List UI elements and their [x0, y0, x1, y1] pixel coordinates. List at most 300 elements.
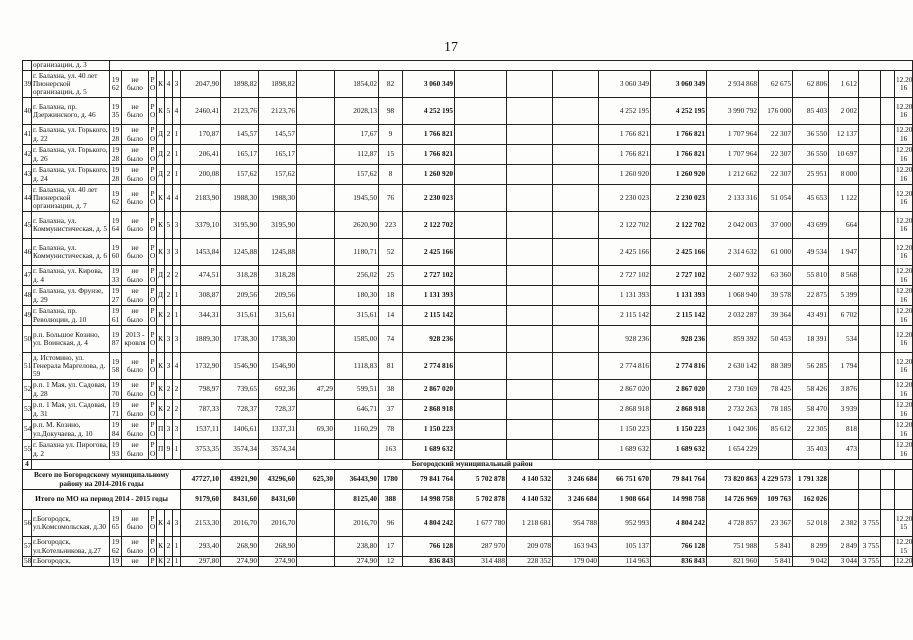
residents-cell: 81 — [379, 353, 403, 380]
supervision-cell: 25 951 — [793, 165, 829, 185]
year-cell: 19 — [110, 557, 122, 567]
private-area-cell: 1945,50 — [335, 185, 379, 212]
row-number: 51 — [23, 353, 32, 380]
total-value: 1 791 328 — [793, 470, 829, 490]
supervision-cell: 8 299 — [793, 537, 829, 557]
unit-cost-cell: 1 947 — [829, 239, 859, 266]
last-repair-cell: не было — [122, 185, 149, 212]
owners-cell: 1 131 393 — [599, 286, 651, 306]
residents-cell: 223 — [379, 212, 403, 239]
table-row — [23, 286, 913, 306]
extra-cell — [881, 286, 895, 306]
year-cell: 19 87 — [110, 326, 122, 353]
private-area-cell: 1854,02 — [335, 71, 379, 98]
limit-cell — [859, 98, 881, 125]
extra-cell — [881, 145, 895, 165]
unit-cost-cell: 8 568 — [829, 266, 859, 286]
regional-budget-cell — [507, 165, 553, 185]
residents-cell: 82 — [379, 71, 403, 98]
design-cell: 176 000 — [759, 98, 793, 125]
cost-cell: 2 230 023 — [403, 185, 455, 212]
cost-cell: 2 868 918 — [403, 400, 455, 420]
premises-area-cell: 268,90 — [221, 537, 259, 557]
total-area-cell: 293,40 — [181, 537, 221, 557]
cost-cell: 1 131 393 — [403, 286, 455, 306]
regional-budget-cell — [507, 145, 553, 165]
works-total-cell: 3 060 349 — [651, 71, 707, 98]
private-area-cell: 599,51 — [335, 380, 379, 400]
works-cost-cell: 859 392 — [707, 326, 759, 353]
residents-cell: 76 — [379, 185, 403, 212]
cost-cell: 1 766 821 — [403, 125, 455, 145]
works-total-cell: 1 766 821 — [651, 145, 707, 165]
works-total-cell: 928 236 — [651, 326, 707, 353]
type-cell: К — [157, 306, 165, 326]
total-value: 14 726 969 — [707, 490, 759, 510]
local-budget-cell — [553, 212, 599, 239]
floors-cell: 2 — [165, 380, 173, 400]
owners-cell: 1 260 920 — [599, 165, 651, 185]
works-total-cell: 766 128 — [651, 537, 707, 557]
fund-cell — [455, 212, 507, 239]
limit-cell — [859, 440, 881, 460]
total-area-value: 36443,90 — [335, 470, 379, 490]
design-cell: 5 841 — [759, 537, 793, 557]
fund-cell — [455, 125, 507, 145]
limit-cell — [859, 165, 881, 185]
owners-cell: 4 252 195 — [599, 98, 651, 125]
private-area-cell: 180,30 — [335, 286, 379, 306]
table-row — [23, 380, 913, 400]
design-cell: 22 307 — [759, 165, 793, 185]
design-cell: 22 307 — [759, 125, 793, 145]
row-number: 46 — [23, 239, 32, 266]
material-cell: Р О — [150, 420, 156, 438]
total-area-cell: 2047,90 — [181, 71, 221, 98]
local-budget-cell — [553, 326, 599, 353]
residential-area-cell: 315,61 — [259, 306, 297, 326]
extra-cell — [881, 306, 895, 326]
fund-cell — [455, 286, 507, 306]
extra-cell — [881, 239, 895, 266]
extra-cell — [881, 212, 895, 239]
address-cell: р.п. М. Козино, ул.Докучаева, д. 10 — [32, 420, 110, 440]
extra-cell — [881, 71, 895, 98]
regional-budget-cell — [507, 266, 553, 286]
private-area-cell: 17,67 — [335, 125, 379, 145]
total-value: 162 026 — [793, 490, 829, 510]
extra-cell — [881, 440, 895, 460]
unit-cost-cell: 12 137 — [829, 125, 859, 145]
total-area-cell: 206,41 — [181, 145, 221, 165]
limit-cell — [859, 400, 881, 420]
residents-cell: 98 — [379, 98, 403, 125]
fund-cell — [455, 185, 507, 212]
total-label: Всего по Богородскому муниципальному району на 2014-2016 годы — [23, 470, 181, 490]
residential-area-cell: 1738,30 — [259, 326, 297, 353]
premises-area-cell: 209,56 — [221, 286, 259, 306]
address-cell: г. Балахна, пр. Революции, д. 10 — [32, 306, 110, 326]
regional-budget-cell — [507, 306, 553, 326]
fund-cell: 314 488 — [455, 557, 507, 567]
total-area-cell: 2183,90 — [181, 185, 221, 212]
extra-cell — [881, 125, 895, 145]
year-cell: 19 71 — [110, 400, 122, 420]
total-value: 4 229 573 — [759, 470, 793, 490]
works-total-cell: 1 131 393 — [651, 286, 707, 306]
year-cell: 19 61 — [110, 306, 122, 326]
works-cost-cell: 1 707 964 — [707, 145, 759, 165]
address-cell: г. Балахна, ул. Горького, д. 24 — [33, 165, 108, 183]
row-number: 48 — [23, 286, 32, 306]
limit-cell — [859, 145, 881, 165]
year-cell: 19 28 — [110, 145, 122, 165]
last-repair-cell: не было — [122, 420, 149, 440]
floors-cell: 2 — [165, 537, 173, 557]
works-cost-cell: 1 707 964 — [707, 125, 759, 145]
residential-area-cell: 165,17 — [259, 145, 297, 165]
table-row — [23, 326, 913, 353]
regional-budget-cell — [507, 353, 553, 380]
limit-cell — [859, 353, 881, 380]
last-repair-cell: не было — [122, 71, 149, 98]
residential-area-cell: 3195,90 — [259, 212, 297, 239]
last-repair-cell: не было — [122, 380, 149, 400]
page-number: 17 — [444, 40, 458, 55]
premises-area-cell: 1245,88 — [221, 239, 259, 266]
local-budget-cell — [553, 353, 599, 380]
fund-cell — [455, 98, 507, 125]
supervision-cell: 9 042 — [793, 557, 829, 567]
nonresidential-area-cell — [297, 510, 335, 537]
private-area-cell: 157,62 — [335, 165, 379, 185]
row-number: 45 — [23, 212, 32, 239]
design-cell: 22 307 — [759, 145, 793, 165]
works-total-cell: 2 774 816 — [651, 353, 707, 380]
works-total-cell: 2 115 142 — [651, 306, 707, 326]
deadline-cell: 12.20 16 — [895, 71, 913, 98]
residential-area-cell: 692,36 — [259, 380, 297, 400]
supervision-cell: 49 534 — [793, 239, 829, 266]
nonresidential-area-cell — [297, 440, 335, 460]
private-area-cell: 2620,90 — [335, 212, 379, 239]
cost-cell: 2 115 142 — [403, 306, 455, 326]
floors-cell: 2 — [165, 125, 173, 145]
table-row — [23, 400, 913, 420]
unit-cost-cell: 1 794 — [829, 353, 859, 380]
private-area-cell — [335, 440, 379, 460]
table-row — [23, 537, 913, 557]
material-cell: Р О — [150, 125, 156, 143]
design-cell: 39 364 — [759, 306, 793, 326]
entrances-cell: 1 — [173, 537, 181, 557]
residential-area-cell: 145,57 — [259, 125, 297, 145]
table-row — [23, 71, 913, 98]
year-cell: 19 28 — [110, 125, 122, 145]
year-cell: 19 33 — [110, 266, 122, 286]
total-cost: 14 998 758 — [403, 490, 455, 510]
limit-cell — [859, 239, 881, 266]
year-cell: 19 58 — [110, 353, 122, 380]
supervision-cell: 43 699 — [793, 212, 829, 239]
address-cell: г. Балахна, ул. Кирова, д. 4 — [32, 266, 110, 286]
last-repair-cell: не было — [122, 286, 149, 306]
residential-area-cell: 3574,34 — [259, 440, 297, 460]
owners-cell: 2 868 918 — [599, 400, 651, 420]
fund-cell — [455, 353, 507, 380]
owners-cell: 1 689 632 — [599, 440, 651, 460]
total-residents: 1780 — [379, 470, 403, 490]
material-cell: Р О — [149, 212, 157, 239]
owners-cell: 1 766 821 — [599, 125, 651, 145]
total-value — [829, 490, 859, 510]
extra-cell — [881, 537, 895, 557]
works-cost-cell: 1 068 940 — [707, 286, 759, 306]
table-row — [23, 98, 913, 125]
works-cost-cell: 2 133 316 — [707, 185, 759, 212]
entrances-cell: 1 — [173, 165, 181, 185]
premises-area-cell: 3195,90 — [221, 212, 259, 239]
total-area-cell: 308,87 — [181, 286, 221, 306]
fund-cell: 287 970 — [455, 537, 507, 557]
address-cell: г.Богородск, — [32, 557, 110, 567]
residents-cell: 37 — [379, 400, 403, 420]
unit-cost-cell: 473 — [829, 440, 859, 460]
year-cell: 19 60 — [110, 239, 122, 266]
local-budget-cell — [553, 400, 599, 420]
fund-cell — [455, 71, 507, 98]
total-area-cell: 170,87 — [181, 125, 221, 145]
last-repair-cell: не было — [122, 400, 149, 420]
residential-area-cell: 1337,31 — [259, 420, 297, 440]
supervision-cell: 55 810 — [793, 266, 829, 286]
local-budget-cell: 954 788 — [553, 510, 599, 537]
supervision-cell: 45 653 — [793, 185, 829, 212]
fund-cell — [455, 440, 507, 460]
address-cell: р.п. Большое Козино, ул. Воинская, д. 4 — [32, 326, 110, 353]
address-cell: г. Балахна, пр. Дзержинского, д. 46 — [32, 98, 110, 125]
limit-cell: 3 755 — [859, 537, 881, 557]
supervision-cell: 22 875 — [793, 286, 829, 306]
housing-repair-table — [22, 60, 913, 567]
fund-cell — [455, 266, 507, 286]
residents-cell: 17 — [379, 537, 403, 557]
owners-cell: 952 993 — [599, 510, 651, 537]
design-cell: 5 841 — [759, 557, 793, 567]
floors-cell: 2 — [165, 165, 173, 185]
owners-cell: 2 867 020 — [599, 380, 651, 400]
total-area-value: 43921,90 — [221, 470, 259, 490]
owners-cell: 1 766 821 — [599, 145, 651, 165]
address-cell: р.п. 1 Мая, ул. Садовая, д. 31 — [32, 400, 110, 420]
material-cell: Р О — [149, 326, 157, 353]
table-row — [23, 165, 913, 185]
unit-cost-cell: 664 — [829, 212, 859, 239]
total-funding-value: 3 246 684 — [553, 470, 599, 490]
floors-cell: 2 — [165, 266, 173, 286]
supervision-cell: 36 550 — [793, 145, 829, 165]
last-repair-cell: не было — [122, 98, 149, 125]
deadline-cell: 12.20 16 — [896, 286, 913, 304]
total-owners: 66 751 670 — [599, 470, 651, 490]
design-cell: 39 578 — [759, 286, 793, 306]
residential-area-cell: 209,56 — [259, 286, 297, 306]
last-repair-cell: не было — [122, 239, 149, 266]
supervision-cell: 62 806 — [793, 71, 829, 98]
total-value: 109 763 — [759, 490, 793, 510]
entrances-cell: 3 — [173, 239, 181, 266]
table-row — [23, 440, 913, 460]
residential-area-cell: 728,37 — [259, 400, 297, 420]
nonresidential-area-cell — [297, 125, 335, 145]
design-cell — [759, 440, 793, 460]
residents-cell: 38 — [379, 380, 403, 400]
fund-cell — [455, 239, 507, 266]
floors-cell: 2 — [165, 306, 173, 326]
design-cell: 78 185 — [759, 400, 793, 420]
nonresidential-area-cell — [297, 266, 335, 286]
type-cell: П — [157, 440, 165, 460]
premises-area-cell: 1898,82 — [221, 71, 259, 98]
residential-area-cell: 318,28 — [259, 266, 297, 286]
floors-cell: 2 — [165, 557, 173, 567]
last-repair-cell: не было — [122, 165, 149, 185]
premises-area-cell: 3574,34 — [221, 440, 259, 460]
private-area-cell: 1585,00 — [335, 326, 379, 353]
floors-cell: 5 — [165, 98, 173, 125]
works-cost-cell: 1 042 306 — [707, 420, 759, 440]
regional-budget-cell — [507, 440, 553, 460]
row-number: 39 — [23, 71, 32, 98]
residential-area-cell: 157,62 — [259, 165, 297, 185]
local-budget-cell — [553, 71, 599, 98]
premises-area-cell: 1406,61 — [221, 420, 259, 440]
material-cell: Р О — [150, 440, 156, 458]
last-repair-cell: не было — [122, 145, 149, 165]
total-row — [23, 490, 913, 510]
total-cost: 79 841 764 — [403, 470, 455, 490]
design-cell: 85 612 — [759, 420, 793, 440]
floors-cell: 4 — [165, 510, 173, 537]
total-area-value: 8431,60 — [221, 490, 259, 510]
cost-cell: 2 122 702 — [403, 212, 455, 239]
premises-area-cell: 728,37 — [221, 400, 259, 420]
owners-cell: 2 115 142 — [599, 306, 651, 326]
unit-cost-cell: 534 — [829, 326, 859, 353]
premises-area-cell: 1546,90 — [221, 353, 259, 380]
nonresidential-area-cell — [297, 326, 335, 353]
address-cell: г. Балахна, ул. Горького, д. 26 — [33, 145, 108, 163]
type-cell: Д — [157, 286, 165, 306]
row-number: 47 — [23, 266, 32, 286]
extra-cell — [881, 185, 895, 212]
fund-cell: 1 677 780 — [455, 510, 507, 537]
total-area-cell: 1732,90 — [181, 353, 221, 380]
district-header-row — [23, 460, 913, 470]
regional-budget-cell — [507, 212, 553, 239]
address-cell: г.Богородск, ул.Котельникова, д.27 — [32, 537, 110, 557]
total-area-cell: 344,31 — [181, 306, 221, 326]
row-number: 40 — [23, 98, 32, 125]
last-repair-cell: не было — [122, 510, 149, 537]
total-value — [895, 470, 913, 490]
nonresidential-area-cell — [297, 286, 335, 306]
design-cell: 62 675 — [759, 71, 793, 98]
regional-budget-cell — [507, 400, 553, 420]
entrances-cell: 3 — [173, 326, 181, 353]
fund-cell — [455, 306, 507, 326]
deadline-cell: 12.20 16 — [895, 353, 913, 380]
nonresidential-area-cell — [297, 400, 335, 420]
local-budget-cell — [553, 239, 599, 266]
limit-cell — [859, 185, 881, 212]
address-cell: г. Балахна, ул. Коммунистическая, д. 6 — [32, 239, 110, 266]
total-value — [881, 490, 895, 510]
type-cell: К — [157, 537, 165, 557]
owners-cell: 2 774 816 — [599, 353, 651, 380]
regional-budget-cell — [507, 71, 553, 98]
extra-cell — [881, 266, 895, 286]
total-value: 79 841 764 — [651, 470, 707, 490]
row-number: 42 — [23, 145, 32, 165]
table-row — [23, 353, 913, 380]
deadline-cell: 12.20 16 — [895, 98, 913, 125]
residential-area-cell: 1245,88 — [259, 239, 297, 266]
floors-cell: 4 — [165, 185, 173, 212]
deadline-cell: 12.20 16 — [896, 380, 913, 398]
total-funding-value: 4 140 532 — [507, 470, 553, 490]
total-area-value: 625,30 — [297, 470, 335, 490]
total-row — [23, 470, 913, 490]
total-area-value: 8431,60 — [259, 490, 297, 510]
row-number: 55 — [23, 440, 32, 460]
premises-area-cell: 145,57 — [221, 125, 259, 145]
material-cell: Р О — [150, 537, 156, 555]
extra-cell — [881, 400, 895, 420]
works-cost-cell: 2 607 932 — [707, 266, 759, 286]
residents-cell: 163 — [379, 440, 403, 460]
limit-cell — [859, 420, 881, 440]
type-cell: К — [157, 71, 165, 98]
works-cost-cell: 3 990 792 — [707, 98, 759, 125]
type-cell: К — [157, 239, 165, 266]
continuation-text: организации, д. 3 — [32, 61, 110, 71]
premises-area-cell: 318,28 — [221, 266, 259, 286]
limit-cell — [859, 212, 881, 239]
total-area-cell: 787,33 — [181, 400, 221, 420]
residents-cell: 74 — [379, 326, 403, 353]
year-cell: 19 62 — [110, 537, 122, 557]
last-repair-cell: не было — [122, 212, 149, 239]
total-area-value: 47727,10 — [181, 470, 221, 490]
material-cell: Р О — [150, 165, 156, 183]
regional-budget-cell — [507, 239, 553, 266]
cost-cell: 1 689 632 — [403, 440, 455, 460]
owners-cell: 105 137 — [599, 537, 651, 557]
fund-cell — [455, 400, 507, 420]
material-cell: Р О — [149, 98, 157, 125]
works-cost-cell: 2 032 287 — [707, 306, 759, 326]
local-budget-cell — [553, 185, 599, 212]
local-budget-cell — [553, 440, 599, 460]
material-cell: Р О — [149, 239, 157, 266]
supervision-cell: 43 491 — [793, 306, 829, 326]
works-total-cell: 2 868 918 — [651, 400, 707, 420]
total-area-cell: 200,08 — [181, 165, 221, 185]
cost-cell: 2 774 816 — [403, 353, 455, 380]
owners-cell: 2 122 702 — [599, 212, 651, 239]
extra-cell — [881, 380, 895, 400]
